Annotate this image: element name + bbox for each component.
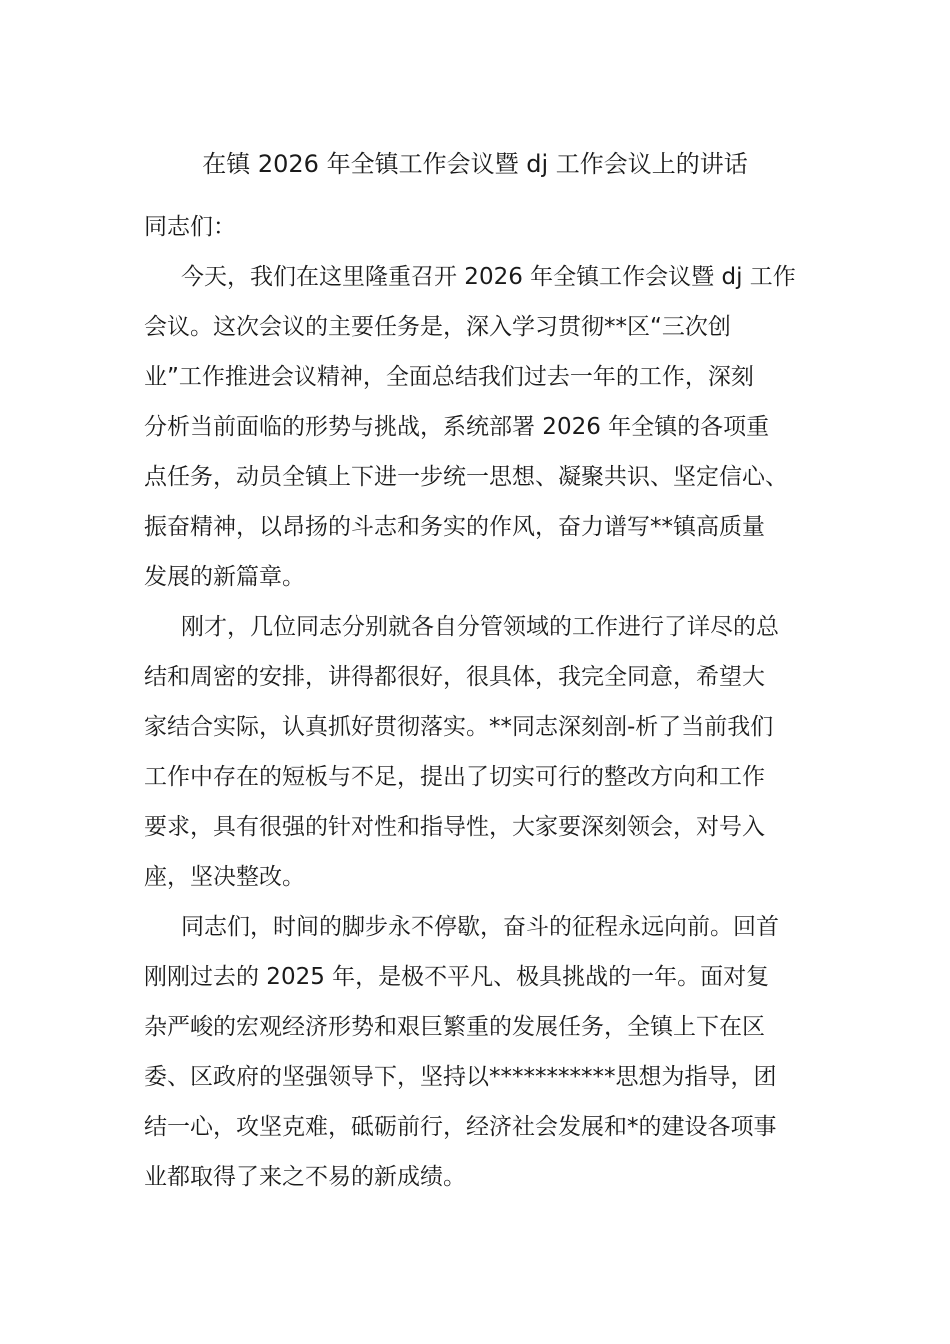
paragraph-line: 刚刚过去的 2025 年，是极不平凡、极具挑战的一年。面对复 xyxy=(144,964,770,990)
paragraph-line: 点任务，动员全镇上下进一步统一思想、凝聚共识、坚定信心、 xyxy=(144,464,788,490)
document-title: 在镇 2026 年全镇工作会议暨 dj 工作会议上的讲话 xyxy=(202,150,748,178)
paragraph-line: 今天，我们在这里隆重召开 2026 年全镇工作会议暨 dj 工作 xyxy=(181,264,796,290)
paragraph-line: 结和周密的安排，讲得都很好，很具体，我完全同意，希望大 xyxy=(144,664,765,690)
paragraph-1 xyxy=(144,252,808,602)
paragraph-line: 结一心，攻坚克难，砥砺前行，经济社会发展和*的建设各项事 xyxy=(144,1114,777,1140)
paragraph-line: 刚才，几位同志分别就各自分管领域的工作进行了详尽的总 xyxy=(181,614,779,640)
paragraph-line: 同志们，时间的脚步永不停歇，奋斗的征程永远向前。回首 xyxy=(181,914,779,940)
paragraph-line: 杂严峻的宏观经济形势和艰巨繁重的发展任务，全镇上下在区 xyxy=(144,1014,765,1040)
paragraph-line: 业”工作推进会议精神，全面总结我们过去一年的工作，深刻 xyxy=(144,364,754,390)
paragraph-line: 要求，具有很强的针对性和指导性，大家要深刻领会，对号入 xyxy=(144,814,765,840)
paragraph-line: 业都取得了来之不易的新成绩。 xyxy=(144,1164,466,1190)
paragraph-line: 家结合实际，认真抓好贯彻落实。**同志深刻剖-析了当前我们 xyxy=(144,714,774,740)
paragraph-line: 振奋精神，以昂扬的斗志和务实的作风，奋力谱写**镇高质量 xyxy=(144,514,765,540)
paragraph-line: 发展的新篇章。 xyxy=(144,564,305,590)
paragraph-line: 工作中存在的短板与不足，提出了切实可行的整改方向和工作 xyxy=(144,764,765,790)
paragraph-2 xyxy=(144,602,808,902)
paragraph-line: 分析当前面临的形势与挑战，系统部署 2026 年全镇的各项重 xyxy=(144,414,770,440)
paragraph-line: 座，坚决整改。 xyxy=(144,864,305,890)
document-body xyxy=(144,202,808,1202)
paragraph-line: 会议。这次会议的主要任务是，深入学习贯彻**区“三次创 xyxy=(144,314,731,340)
paragraph-3 xyxy=(144,902,808,1202)
salutation: 同志们： xyxy=(144,214,236,240)
paragraph-line: 委、区政府的坚强领导下，坚持以***********思想为指导，团 xyxy=(144,1064,777,1090)
